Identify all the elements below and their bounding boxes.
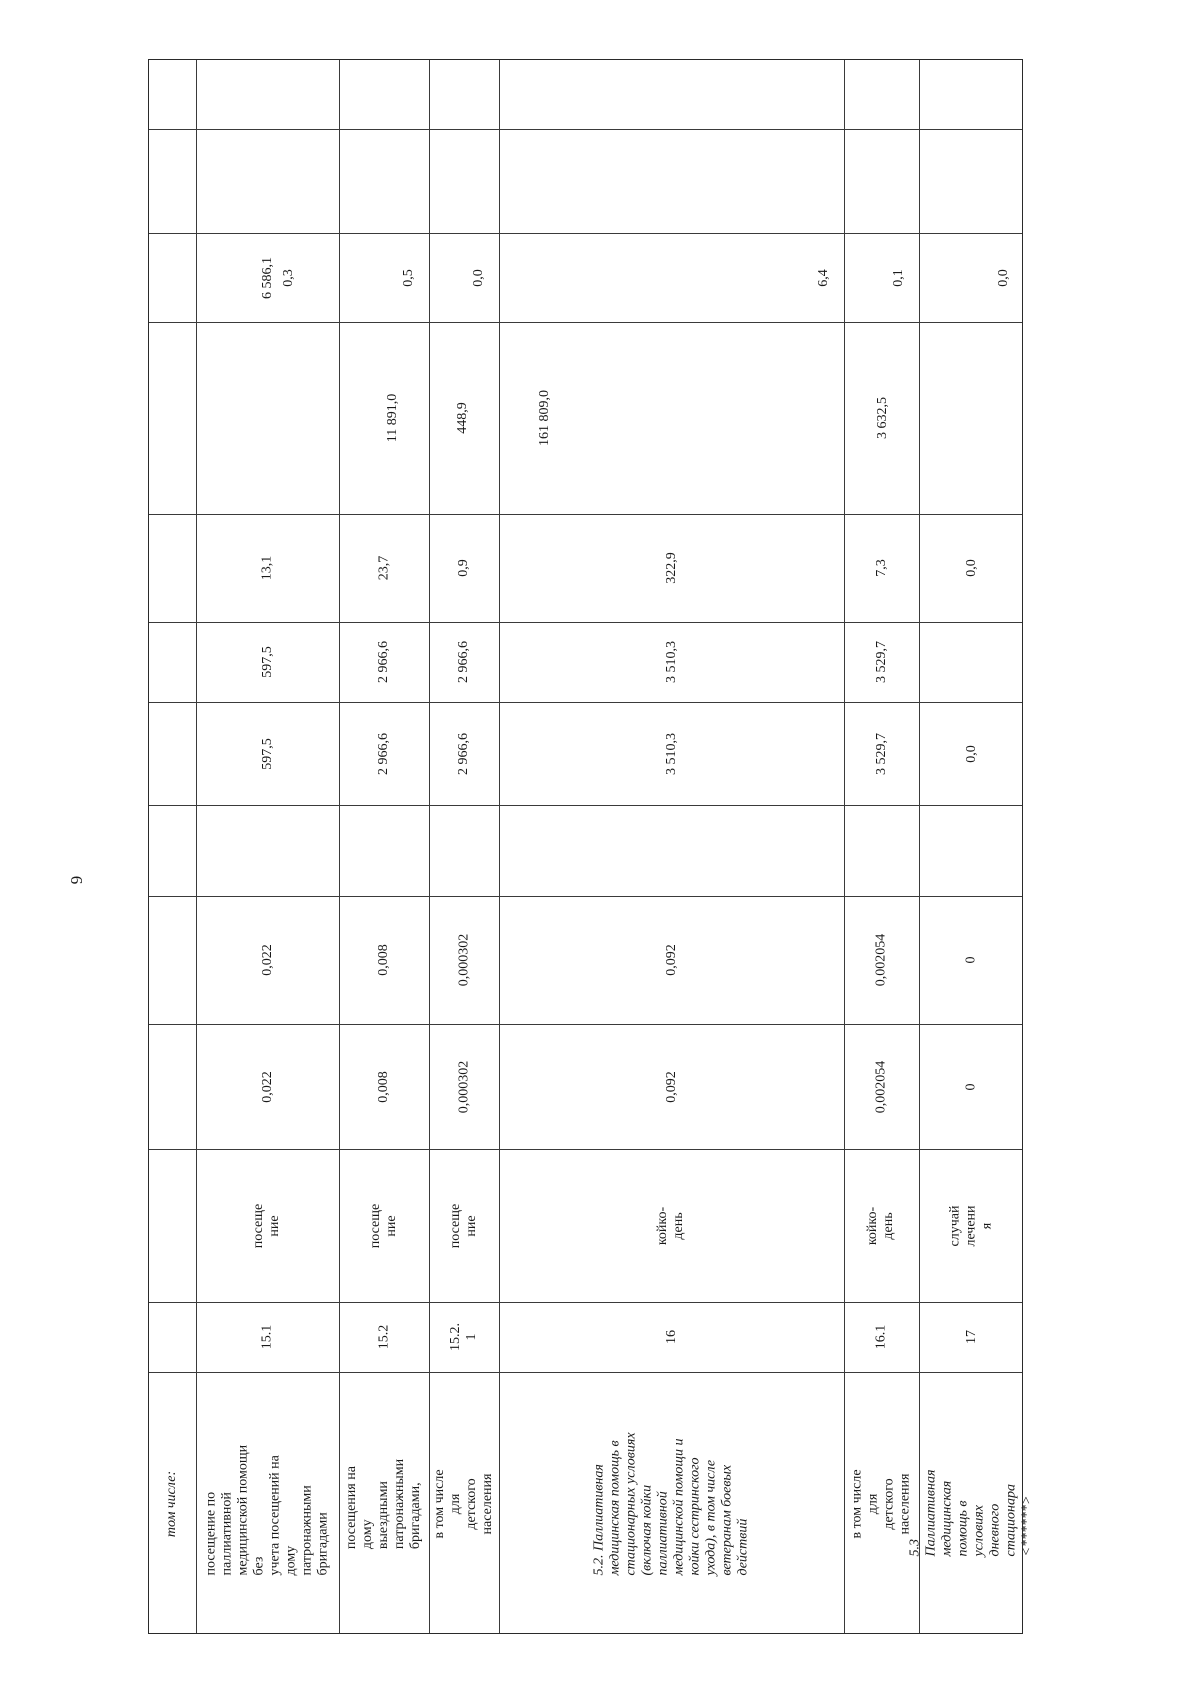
row-id: 15.2 bbox=[376, 1324, 391, 1350]
row-norm-b: 0,002054 bbox=[873, 933, 889, 987]
row-norm-a: 0,022 bbox=[259, 1070, 275, 1103]
intro-label-cell bbox=[149, 1372, 196, 1635]
row-norm-b: 0,000302 bbox=[456, 933, 471, 987]
row-sum: 448,9 bbox=[454, 402, 470, 434]
row-id: 17 bbox=[963, 1330, 979, 1344]
row-unit: случай лечени я bbox=[947, 1204, 995, 1247]
row-name: 5.2. Паллиативная медицинская помощь в стационарных условиях (включая койки паллиативной медицинской помощи и койки сестринского ухода), в том числе ветеранам боевых действий bbox=[591, 1431, 751, 1576]
row-cost-a: 597,5 bbox=[259, 737, 275, 770]
row-id: 16.1 bbox=[873, 1324, 889, 1350]
row-sum: 161 809,0 bbox=[537, 390, 552, 446]
palliative-care-table bbox=[148, 59, 1035, 1634]
row-cost-b: 597,5 bbox=[259, 646, 275, 678]
row-id: 15.2. 1 bbox=[448, 1323, 479, 1351]
row-cost-a: 3 510,3 bbox=[663, 732, 679, 775]
rule bbox=[149, 129, 1022, 130]
row-sum: 6 586,1 bbox=[259, 256, 275, 299]
row-id: 16 bbox=[663, 1330, 679, 1344]
row-unit: койко- день bbox=[865, 1206, 897, 1245]
row-cost-b: 3 510,3 bbox=[663, 641, 679, 683]
row-cost-b: 2 966,6 bbox=[456, 641, 471, 683]
row-id: 15.1 bbox=[259, 1324, 275, 1350]
row-norm-a: 0 bbox=[963, 1083, 979, 1090]
row-share: 0,0 bbox=[470, 268, 486, 287]
row-cost-a: 2 966,6 bbox=[456, 732, 471, 775]
row-norm-b: 0,022 bbox=[259, 944, 275, 976]
row-norm-b: 0,008 bbox=[376, 944, 391, 976]
row-share: 0,3 bbox=[280, 268, 296, 287]
row-per-capita: 7,3 bbox=[873, 559, 889, 577]
row-per-capita: 322,9 bbox=[663, 552, 679, 584]
row-cost-b: 2 966,6 bbox=[376, 641, 391, 683]
row-share: 0,5 bbox=[400, 268, 416, 287]
row-per-capita: 13,1 bbox=[259, 555, 275, 581]
row-sum bbox=[919, 322, 1024, 514]
row-cost-a: 3 529,7 bbox=[873, 732, 889, 775]
page-number: 6 bbox=[67, 875, 86, 885]
row-cost-a: 0,0 bbox=[963, 744, 979, 763]
row-cost-b: 3 529,7 bbox=[873, 641, 889, 683]
row-unit: посеще ние bbox=[251, 1203, 283, 1248]
row-per-capita: 0,0 bbox=[963, 559, 979, 577]
row-name: посещение по паллиативной медицинской помощи без учета посещений на дому патронажными бригадами bbox=[203, 1444, 331, 1575]
row-per-capita: 23,7 bbox=[376, 555, 391, 581]
row-cost-b bbox=[919, 622, 1024, 702]
row-name: в том числе для детского населения bbox=[849, 1468, 913, 1539]
row-per-capita: 0,9 bbox=[456, 559, 471, 577]
row-sum: 11 891,0 bbox=[385, 393, 401, 443]
row-cost-a: 2 966,6 bbox=[376, 732, 391, 775]
row-norm-a: 0,000302 bbox=[456, 1060, 471, 1113]
row-name: в том числе для детского населения bbox=[432, 1468, 495, 1539]
row-unit: койко- день bbox=[655, 1206, 687, 1245]
row-norm-a: 0,092 bbox=[663, 1070, 679, 1103]
row-norm-b: 0,092 bbox=[663, 944, 679, 976]
row-sum: 3 632,5 bbox=[875, 397, 890, 439]
row-name: 5.3 Паллиативная медицинская помощь в условиях дневного стационара <******> bbox=[907, 1469, 1035, 1556]
row-norm-b: 0 bbox=[963, 956, 979, 964]
row-share: 0,0 bbox=[995, 268, 1011, 287]
rule bbox=[149, 805, 1022, 806]
row-name: посещения на дому выездными патронажными бригадами, bbox=[344, 1458, 424, 1549]
row-unit: посеще ние bbox=[448, 1203, 479, 1248]
row-share: 6,4 bbox=[815, 268, 831, 287]
row-share: 0,1 bbox=[890, 268, 906, 287]
row-unit: посеще ние bbox=[368, 1203, 399, 1248]
intro-label: том числе: bbox=[164, 1470, 180, 1537]
row-norm-a: 0,002054 bbox=[873, 1060, 889, 1113]
row-norm-a: 0,008 bbox=[376, 1070, 391, 1103]
